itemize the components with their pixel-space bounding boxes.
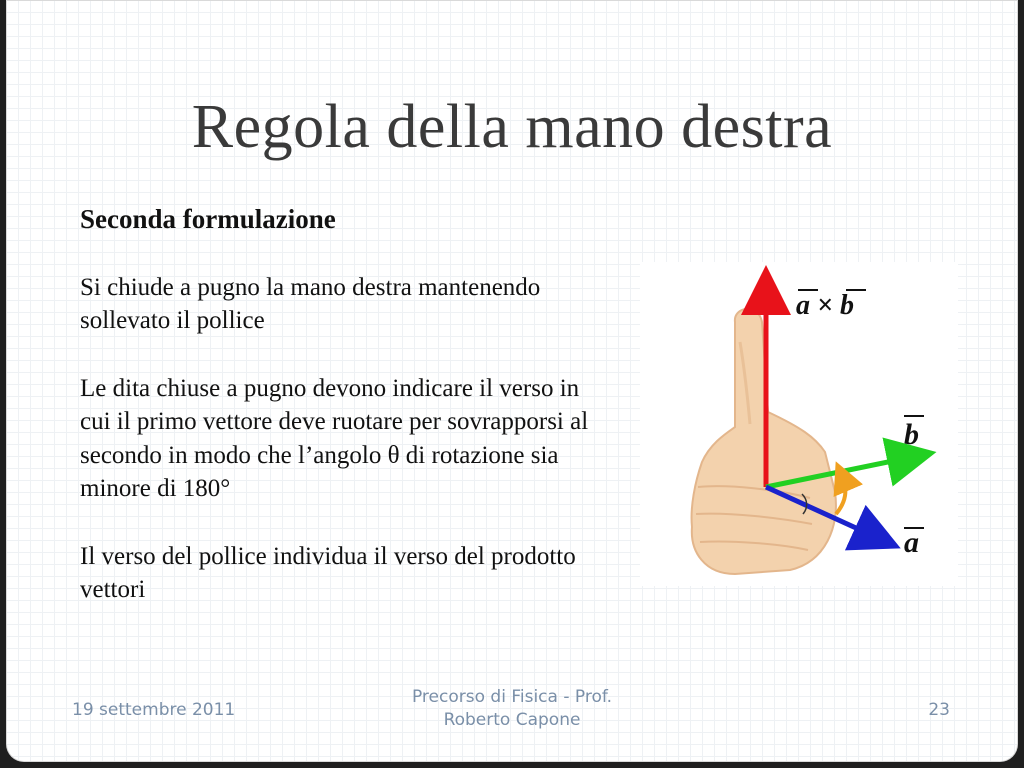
label-a-text: a [904,526,919,559]
slide-body [80,203,590,641]
label-a [904,526,924,559]
paragraph-2: Le dita chiuse a pugno devono indicare il verso in cui il primo vettore deve ruotare per sovrapporsi al secondo in modo che l’angolo θ di rotazione sia minore di 180° [80,374,589,502]
footer-date: 19 settembre 2011 [72,700,236,720]
label-cross-text: a × b [796,290,854,321]
slide-number: 23 [928,700,950,720]
footer-author [384,686,640,732]
paragraph-1: Si chiude a pugno la mano destra mantenendo sollevato il pollice [80,273,541,334]
right-hand-rule-figure [640,262,958,586]
rotation-arc-arrow [836,476,845,514]
footer-author-line1: Precorso di Fisica - Prof. [411,687,612,707]
slide-title: Regola della mano destra [191,93,833,161]
label-b-text: b [904,418,919,451]
footer-author-line2: Roberto Capone [443,710,581,730]
slide-footer [0,687,1024,740]
label-b [904,416,924,451]
label-a-cross-b [796,290,866,321]
section-heading: Seconda formulazione [80,204,336,234]
paragraph-3: Il verso del pollice individua il verso del prodotto vettori [80,542,576,603]
right-hand-illustration [640,262,958,586]
